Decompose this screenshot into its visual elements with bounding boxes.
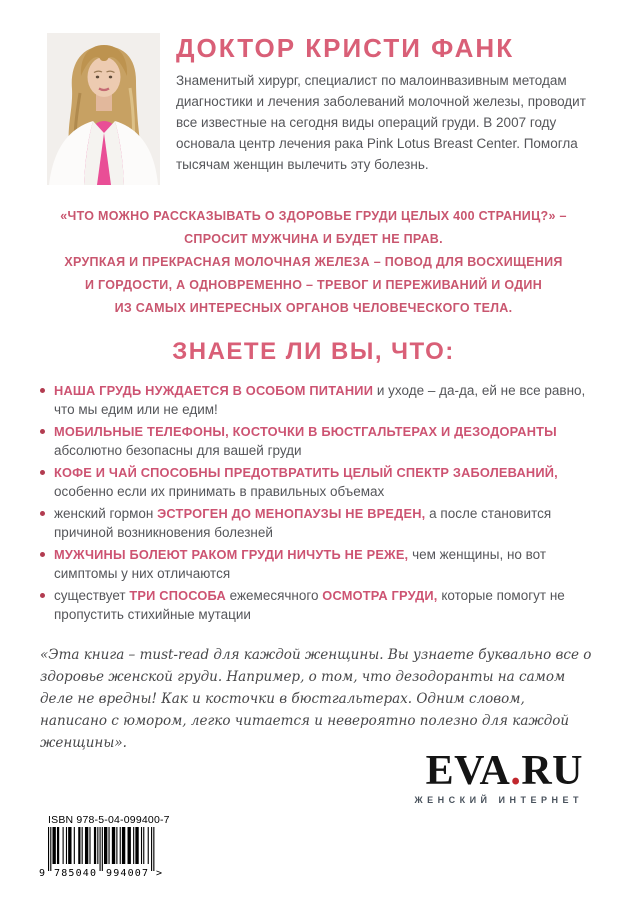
bullet-icon	[40, 388, 45, 393]
fact-text: женский гормон	[54, 506, 158, 521]
fact-text: а после становится причиной возникновения болезней	[54, 506, 552, 540]
barcode-bar	[104, 827, 107, 864]
facts-heading: ЗНАЕТЕ ЛИ ВЫ, ЧТО:	[172, 338, 455, 365]
barcode-bar	[108, 827, 109, 864]
isbn-barcode-block	[39, 814, 627, 880]
eva-ru-wordmark	[0, 748, 583, 794]
bullet-icon	[40, 552, 45, 557]
barcode-bar	[57, 827, 59, 864]
barcode-bar	[66, 827, 67, 864]
fact-highlight: МУЖЧИНЫ БОЛЕЮТ РАКОМ ГРУДИ НИЧУТЬ НЕ РЕЖЕ,	[54, 547, 409, 562]
barcode-bar	[148, 827, 149, 864]
fact-text: особенно если их принимать в правильных объемах	[54, 484, 385, 499]
barcode-arrow: >	[156, 868, 163, 879]
fact-text: ежемесячного	[225, 588, 323, 603]
barcode-bar	[102, 827, 103, 871]
barcode-bar	[68, 827, 71, 864]
barcode-bar	[141, 827, 142, 864]
teaser-quote	[0, 205, 627, 320]
barcode-bar	[52, 827, 55, 864]
fact-item	[40, 586, 589, 624]
bullet-icon	[40, 593, 45, 598]
author-name: ДОКТОР КРИСТИ ФАНК	[176, 33, 515, 63]
barcode-bar	[122, 827, 125, 864]
bullet-icon	[40, 511, 45, 516]
fact-text: существует	[54, 588, 130, 603]
logo-tagline: ЖЕНСКИЙ ИНТЕРНЕТ	[414, 795, 583, 805]
ean13-barcode	[39, 827, 167, 880]
fact-item	[40, 381, 589, 419]
fact-highlight: ТРИ СПОСОБА	[129, 588, 226, 603]
fact-item	[40, 422, 589, 460]
review-quote: «Эта книга – must-read для каждой женщины. Вы узнаете буквально все о здоровье женской груди. Например, о том, что дезодоранты на самом деле не вредны! Как и косточки в бюстгальтерах. Одним словом, написано с юмором, легко читается и невероятно полезно для каждой женщины».	[40, 647, 592, 751]
barcode-bar	[85, 827, 88, 864]
barcode-digit-first: 9	[39, 868, 46, 879]
barcode-bar	[78, 827, 80, 864]
barcode-bar	[128, 827, 131, 864]
fact-item	[40, 545, 589, 583]
barcode-bar	[120, 827, 121, 864]
facts-list	[40, 381, 589, 624]
bullet-icon	[40, 470, 45, 475]
fact-highlight: НАША ГРУДЬ НУЖДАЕТСЯ В ОСОБОМ ПИТАНИИ	[54, 383, 374, 398]
teaser-quote-line: СПРОСИТ МУЖЧИНА И БУДЕТ НЕ ПРАВ.	[184, 232, 443, 246]
fact-text: абсолютно безопасны для вашей груди	[54, 443, 302, 458]
fact-highlight: ЭСТРОГЕН ДО МЕНОПАУЗЫ НЕ ВРЕДЕН,	[157, 506, 426, 521]
publisher-logo	[0, 748, 583, 805]
barcode-bar	[97, 827, 98, 864]
barcode-bar	[153, 827, 154, 871]
fact-highlight: КОФЕ И ЧАЙ СПОСОБНЫ ПРЕДОТВРАТИТЬ ЦЕЛЫЙ СПЕКТР ЗАБОЛЕВАНИЙ,	[54, 465, 558, 480]
barcode-bar	[89, 827, 90, 864]
logo-text-right: RU	[521, 748, 583, 794]
fact-item	[40, 504, 589, 542]
fact-item	[40, 463, 589, 501]
barcode-bar	[116, 827, 117, 864]
fact-text: чем женщины, но вот симптомы у них отличаются	[54, 547, 547, 581]
barcode-digits-group1: 785040	[54, 868, 96, 879]
bullet-icon	[40, 429, 45, 434]
teaser-quote-line: И ГОРДОСТИ, А ОДНОВРЕМЕННО – ТРЕВОГ И ПЕРЕЖИВАНИЙ И ОДИН	[84, 278, 543, 292]
barcode-bar	[135, 827, 138, 864]
author-header	[47, 33, 587, 185]
barcode-digits-group2: 994007	[106, 868, 148, 879]
barcode-bar	[143, 827, 144, 864]
barcode-bar	[94, 827, 96, 864]
barcode-bar	[100, 827, 101, 871]
barcode-bar	[151, 827, 152, 871]
isbn-label: ISBN 978-5-04-099400-7	[48, 814, 170, 826]
fact-highlight: ОСМОТРА ГРУДИ,	[322, 588, 438, 603]
fact-text: которые помогут не пропустить стихийные мутации	[54, 588, 565, 622]
barcode-bar	[48, 827, 49, 871]
fact-text: и уходе – да-да, ей не все равно, что мы едим или не едим!	[54, 383, 586, 417]
fact-highlight: МОБИЛЬНЫЕ ТЕЛЕФОНЫ, КОСТОЧКИ В БЮСТГАЛЬТЕРАХ И ДЕЗОДОРАНТЫ	[54, 424, 557, 439]
barcode-bar	[112, 827, 115, 864]
teaser-quote-line: ХРУПКАЯ И ПРЕКРАСНАЯ МОЛОЧНАЯ ЖЕЛЕЗА – ПОВОД ДЛЯ ВОСХИЩЕНИЯ	[64, 255, 563, 269]
teaser-quote-line: «ЧТО МОЖНО РАССКАЗЫВАТЬ О ЗДОРОВЬЕ ГРУДИ ЦЕЛЫХ 400 СТРАНИЦ?» –	[60, 209, 567, 223]
author-bio: Знаменитый хирург, специалист по малоинвазивным методам диагностики и лечения заболеваний молочной железы, проводит все известные на сегодня виды операций груди. В 2007 году основала центр лечения рака Pink Lotus Breast Center. Помогла тысячам женщин вылечить эту болезнь.	[176, 73, 586, 172]
barcode-bar	[133, 827, 134, 864]
barcode-bar	[82, 827, 83, 864]
barcode-bar	[50, 827, 51, 871]
logo-text-left: EVA	[425, 748, 511, 794]
teaser-quote-line: ИЗ САМЫХ ИНТЕРЕСНЫХ ОРГАНОВ ЧЕЛОВЕЧЕСКОГО ТЕЛА.	[114, 301, 513, 315]
barcode-bar	[63, 827, 64, 864]
barcode-bar	[74, 827, 75, 864]
author-text-block	[176, 33, 587, 185]
author-photo	[47, 33, 160, 185]
logo-red-dot: .	[510, 748, 522, 794]
